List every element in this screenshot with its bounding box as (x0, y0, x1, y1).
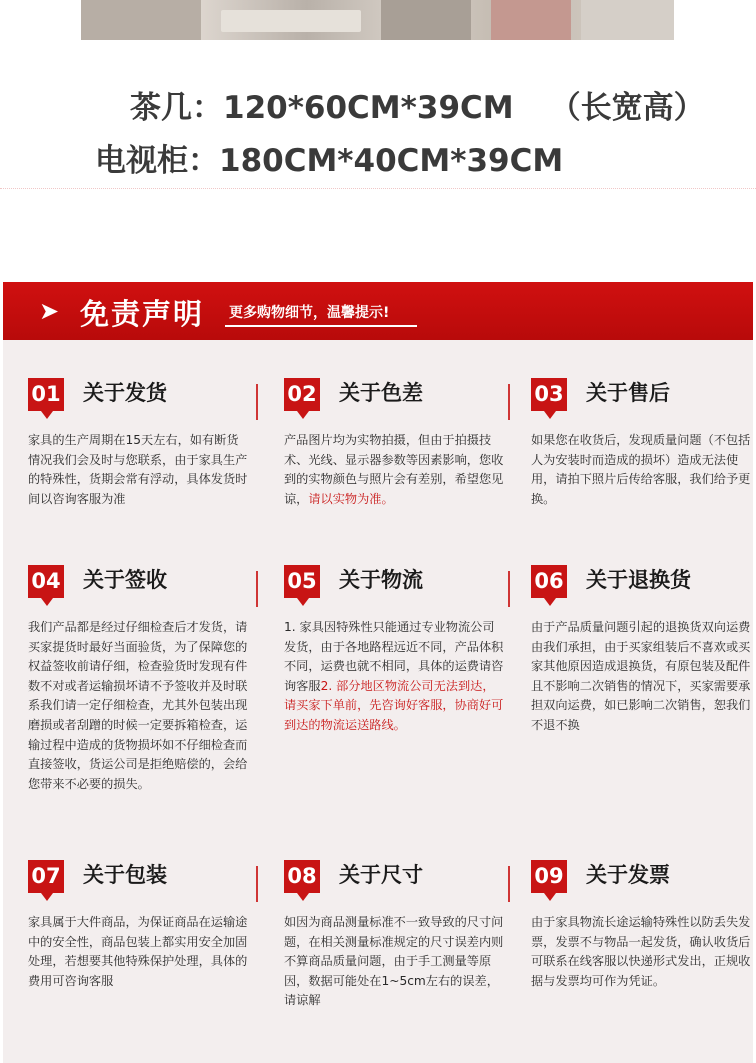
banner-subtitle: 更多购物细节，温馨提示! (229, 305, 390, 321)
notice-body: 如果您在收货后，发现质量问题（不包括人为安装时而造成的损坏）造成无法使用，请拍下照片后传给客服，我们给予更换。 (531, 433, 751, 506)
dimension-note: （长宽高） (549, 90, 705, 126)
notice-body: 如因为商品测量标准不一致导致的尺寸问题，在相关测量标准规定的尺寸误差内则不算商品质量问题，由于手工测量等原因，数据可能处在1~5cm左右的误差，请谅解 (284, 915, 504, 1008)
column-divider (508, 866, 510, 902)
disclaimer-panel (3, 340, 753, 1063)
notice-number-badge: 05 (284, 565, 320, 598)
column-divider (256, 384, 258, 420)
dotted-divider (0, 188, 756, 189)
dimensions-section (0, 60, 756, 200)
notice-body: 我们产品都是经过仔细检查后才发货，请买家提货时最好当面验货，为了保障您的权益签收前请仔细，检查验货时发现有件数不对或者运输损坏请不予签收并及时联系我们请一定仔细检查，尤其外包装出现磨损或者刮蹭的时候一定要拆箱检查，运输过程中造成的货物损坏如不仔细检查而直接签收，货运公司是拒绝赔偿的，会给您带来不必要的损失。 (28, 620, 248, 791)
notice-title: 关于尺寸 (339, 863, 423, 887)
tv-cabinet-value: 180CM*40CM*39CM (219, 143, 564, 179)
column-divider (508, 571, 510, 607)
notice-body: 由于家具物流长途运输特殊性以防丢失发票，发票不与物品一起发货，确认收货后可联系在线客服以快递形式发出，正规收据与发票均可作为凭证。 (531, 915, 751, 988)
notice-body: 家具的生产周期在15天左右，如有断货情况我们会及时与您联系，由于家具生产的特殊性，货期会常有浮动，具体发货时间以咨询客服为准 (28, 433, 248, 506)
notice-number-badge: 04 (28, 565, 64, 598)
disclaimer-banner (3, 282, 753, 340)
notice-body: 产品图片均为实物拍摄，但由于拍摄技术、光线、显示器参数等因素影响，您收到的实物颜色与照片会有差别，希望您见谅，请以实物为准。 (284, 433, 504, 506)
notice-title: 关于物流 (339, 568, 423, 592)
notice-number-badge: 01 (28, 378, 64, 411)
notice-title: 关于发货 (83, 381, 167, 405)
notice-body: 1. 家具因特殊性只能通过专业物流公司发货，由于各地路程远近不同，产品体积不同，运费也就不相同，具体的运费请咨询客服2. 部分地区物流公司无法到达，请买家下单前，先咨询好客服，协商好可到达的物流运送路线。 (284, 620, 504, 732)
notice-number-badge: 03 (531, 378, 567, 411)
notice-number-badge: 08 (284, 860, 320, 893)
arrow-icon: ➤ (39, 297, 60, 325)
notice-title: 关于色差 (339, 381, 423, 405)
tv-cabinet-dimensions (95, 135, 563, 180)
notice-number-badge: 06 (531, 565, 567, 598)
notice-title: 关于退换货 (586, 568, 691, 592)
notice-body: 家具属于大件商品，为保证商品在运输途中的安全性，商品包装上都实用安全加固处理，若想要其他特殊保护处理，具体的费用可咨询客服 (28, 915, 248, 988)
notice-title: 关于售后 (586, 381, 670, 405)
notice-number-badge: 09 (531, 860, 567, 893)
notice-body: 由于产品质量问题引起的退换货双向运费由我们承担，由于买家组装后不喜欢或买家其他原因造成退换货，有原包装及配件且不影响二次销售的情况下，买家需要承担双向运费，如已影响二次销售，恕我们不退不换 (531, 620, 751, 732)
notice-number-badge: 07 (28, 860, 64, 893)
coffee-table-value: 120*60CM*39CM (223, 90, 514, 126)
banner-title: 免责声明 (80, 297, 205, 331)
column-divider (256, 866, 258, 902)
subtitle-underline (225, 325, 417, 327)
notice-title: 关于签收 (83, 568, 167, 592)
product-photo (81, 0, 674, 40)
coffee-table-label: 茶几： (130, 90, 223, 126)
coffee-table-dimensions (130, 82, 705, 127)
column-divider (508, 384, 510, 420)
tv-cabinet-label: 电视柜： (95, 143, 219, 179)
notice-title: 关于包装 (83, 863, 167, 887)
column-divider (256, 571, 258, 607)
notice-title: 关于发票 (586, 863, 670, 887)
notice-number-badge: 02 (284, 378, 320, 411)
